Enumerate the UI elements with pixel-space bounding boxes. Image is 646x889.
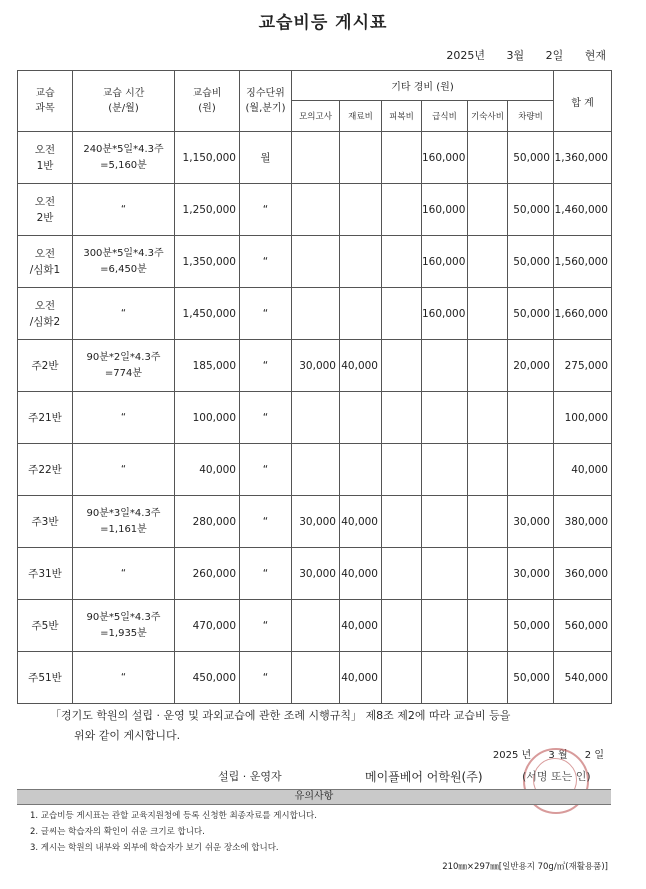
fee-table bbox=[17, 70, 612, 704]
time-cell: “ bbox=[73, 652, 175, 704]
mock-exam-cell: 30,000 bbox=[292, 548, 340, 600]
mock-exam-cell bbox=[292, 392, 340, 444]
time-cell: “ bbox=[73, 184, 175, 236]
course-cell: 오전 1반 bbox=[18, 132, 73, 184]
dorm-cell bbox=[468, 340, 508, 392]
mock-exam-cell bbox=[292, 184, 340, 236]
dorm-cell bbox=[468, 132, 508, 184]
material-cell: 40,000 bbox=[340, 600, 382, 652]
material-cell bbox=[340, 392, 382, 444]
total-cell: 100,000 bbox=[554, 392, 612, 444]
vehicle-cell: 50,000 bbox=[508, 652, 554, 704]
header-course: 교습 과목 bbox=[18, 71, 73, 132]
unit-cell: “ bbox=[240, 288, 292, 340]
vehicle-cell bbox=[508, 392, 554, 444]
header-dorm: 기숙사비 bbox=[468, 101, 508, 132]
unit-cell: “ bbox=[240, 392, 292, 444]
fee-cell: 260,000 bbox=[175, 548, 240, 600]
header-vehicle: 차량비 bbox=[508, 101, 554, 132]
date-day: 2일 bbox=[545, 49, 564, 62]
header-time: 교습 시간 (분/월) bbox=[73, 71, 175, 132]
course-cell: 오전 /심화1 bbox=[18, 236, 73, 288]
mock-exam-cell bbox=[292, 600, 340, 652]
mock-exam-cell: 30,000 bbox=[292, 496, 340, 548]
meal-cell bbox=[422, 600, 468, 652]
meal-cell: 160,000 bbox=[422, 184, 468, 236]
total-cell: 40,000 bbox=[554, 444, 612, 496]
paper-spec: 210㎜×297㎜[일반용지 70g/㎡(재활용품)] bbox=[442, 862, 608, 872]
table-row bbox=[18, 288, 612, 340]
mock-exam-cell bbox=[292, 132, 340, 184]
fee-cell: 450,000 bbox=[175, 652, 240, 704]
clothing-cell bbox=[382, 496, 422, 548]
header-meal: 급식비 bbox=[422, 101, 468, 132]
material-cell bbox=[340, 288, 382, 340]
dorm-cell bbox=[468, 600, 508, 652]
meal-cell: 160,000 bbox=[422, 236, 468, 288]
fee-cell: 40,000 bbox=[175, 444, 240, 496]
total-cell: 1,360,000 bbox=[554, 132, 612, 184]
vehicle-cell bbox=[508, 444, 554, 496]
meal-cell bbox=[422, 392, 468, 444]
unit-cell: “ bbox=[240, 444, 292, 496]
time-cell: 90분*5일*4.3주 =1,935분 bbox=[73, 600, 175, 652]
header-mock-exam: 모의고사 bbox=[292, 101, 340, 132]
total-cell: 360,000 bbox=[554, 548, 612, 600]
time-cell: 300분*5일*4.3주 =6,450분 bbox=[73, 236, 175, 288]
course-cell: 오전 2반 bbox=[18, 184, 73, 236]
total-cell: 1,460,000 bbox=[554, 184, 612, 236]
dorm-cell bbox=[468, 288, 508, 340]
table-row bbox=[18, 600, 612, 652]
material-cell: 40,000 bbox=[340, 652, 382, 704]
meal-cell bbox=[422, 340, 468, 392]
meal-cell: 160,000 bbox=[422, 132, 468, 184]
vehicle-cell: 30,000 bbox=[508, 496, 554, 548]
material-cell: 40,000 bbox=[340, 340, 382, 392]
time-cell: “ bbox=[73, 444, 175, 496]
sign-date-month: 3 월 bbox=[548, 750, 568, 761]
time-cell: 90분*2일*4.3주 =774분 bbox=[73, 340, 175, 392]
total-cell: 560,000 bbox=[554, 600, 612, 652]
fee-cell: 1,350,000 bbox=[175, 236, 240, 288]
course-cell: 주21반 bbox=[18, 392, 73, 444]
dorm-cell bbox=[468, 444, 508, 496]
dorm-cell bbox=[468, 652, 508, 704]
table-row bbox=[18, 392, 612, 444]
fee-cell: 470,000 bbox=[175, 600, 240, 652]
legal-line-2: 위와 같이 게시합니다. bbox=[74, 729, 181, 742]
unit-cell: “ bbox=[240, 496, 292, 548]
time-cell: “ bbox=[73, 392, 175, 444]
fee-cell: 1,150,000 bbox=[175, 132, 240, 184]
vehicle-cell: 50,000 bbox=[508, 236, 554, 288]
academy-name: 메이플베어 어학원(주) bbox=[365, 770, 483, 784]
vehicle-cell: 50,000 bbox=[508, 288, 554, 340]
total-cell: 275,000 bbox=[554, 340, 612, 392]
header-total: 합 계 bbox=[554, 71, 612, 132]
meal-cell: 160,000 bbox=[422, 288, 468, 340]
notes-list bbox=[30, 808, 317, 856]
total-cell: 1,660,000 bbox=[554, 288, 612, 340]
vehicle-cell: 30,000 bbox=[508, 548, 554, 600]
clothing-cell bbox=[382, 132, 422, 184]
table-row bbox=[18, 132, 612, 184]
mock-exam-cell bbox=[292, 236, 340, 288]
date-suffix: 현재 bbox=[584, 49, 606, 62]
material-cell: 40,000 bbox=[340, 496, 382, 548]
header-material: 재료비 bbox=[340, 101, 382, 132]
unit-cell: 월 bbox=[240, 132, 292, 184]
fee-cell: 1,450,000 bbox=[175, 288, 240, 340]
meal-cell bbox=[422, 444, 468, 496]
legal-line-1: 「경기도 학원의 설립 · 운영 및 과외교습에 관한 조례 시행규칙」 제8조 제2에 따라 교습비 등을 bbox=[50, 709, 511, 722]
vehicle-cell: 50,000 bbox=[508, 600, 554, 652]
table-row bbox=[18, 548, 612, 600]
clothing-cell bbox=[382, 184, 422, 236]
clothing-cell bbox=[382, 340, 422, 392]
mock-exam-cell bbox=[292, 288, 340, 340]
unit-cell: “ bbox=[240, 184, 292, 236]
material-cell: 40,000 bbox=[340, 548, 382, 600]
clothing-cell bbox=[382, 652, 422, 704]
clothing-cell bbox=[382, 288, 422, 340]
page-title: 교습비등 게시표 bbox=[258, 13, 388, 33]
posting-date bbox=[428, 47, 606, 63]
time-cell: “ bbox=[73, 288, 175, 340]
time-cell: 240분*5일*4.3주 =5,160분 bbox=[73, 132, 175, 184]
fee-cell: 280,000 bbox=[175, 496, 240, 548]
unit-cell: “ bbox=[240, 652, 292, 704]
table-row bbox=[18, 444, 612, 496]
meal-cell bbox=[422, 652, 468, 704]
material-cell bbox=[340, 236, 382, 288]
date-month: 3월 bbox=[506, 49, 525, 62]
fee-cell: 185,000 bbox=[175, 340, 240, 392]
table-row bbox=[18, 496, 612, 548]
dorm-cell bbox=[468, 184, 508, 236]
legal-statement bbox=[50, 706, 620, 746]
course-cell: 주22반 bbox=[18, 444, 73, 496]
course-cell: 주31반 bbox=[18, 548, 73, 600]
header-unit: 징수단위 (월,분기) bbox=[240, 71, 292, 132]
meal-cell bbox=[422, 496, 468, 548]
dorm-cell bbox=[468, 392, 508, 444]
table-row bbox=[18, 184, 612, 236]
note-item: 3. 게시는 학원의 내부와 외부에 학습자가 보기 쉬운 장소에 합니다. bbox=[30, 843, 279, 853]
dorm-cell bbox=[468, 236, 508, 288]
note-item: 2. 글씨는 학습자의 확인이 쉬운 크기로 합니다. bbox=[30, 827, 205, 837]
mock-exam-cell bbox=[292, 444, 340, 496]
fee-cell: 100,000 bbox=[175, 392, 240, 444]
total-cell: 380,000 bbox=[554, 496, 612, 548]
time-cell: 90분*3일*4.3주 =1,161분 bbox=[73, 496, 175, 548]
unit-cell: “ bbox=[240, 340, 292, 392]
vehicle-cell: 50,000 bbox=[508, 132, 554, 184]
meal-cell bbox=[422, 548, 468, 600]
vehicle-cell: 20,000 bbox=[508, 340, 554, 392]
clothing-cell bbox=[382, 392, 422, 444]
signature-note: (서명 또는 인) bbox=[522, 770, 591, 783]
dorm-cell bbox=[468, 496, 508, 548]
unit-cell: “ bbox=[240, 600, 292, 652]
clothing-cell bbox=[382, 600, 422, 652]
header-clothing: 피복비 bbox=[382, 101, 422, 132]
total-cell: 540,000 bbox=[554, 652, 612, 704]
total-cell: 1,560,000 bbox=[554, 236, 612, 288]
table-row bbox=[18, 340, 612, 392]
fee-cell: 1,250,000 bbox=[175, 184, 240, 236]
dorm-cell bbox=[468, 548, 508, 600]
table-row bbox=[18, 652, 612, 704]
course-cell: 주2반 bbox=[18, 340, 73, 392]
clothing-cell bbox=[382, 236, 422, 288]
date-year: 2025년 bbox=[446, 49, 485, 62]
material-cell bbox=[340, 184, 382, 236]
course-cell: 주51반 bbox=[18, 652, 73, 704]
sign-date-day: 2 일 bbox=[584, 750, 604, 761]
sign-date-year: 2025 년 bbox=[492, 750, 532, 761]
mock-exam-cell bbox=[292, 652, 340, 704]
founder-label: 설립 · 운영자 bbox=[218, 770, 282, 783]
unit-cell: “ bbox=[240, 548, 292, 600]
course-cell: 주5반 bbox=[18, 600, 73, 652]
course-cell: 오전 /심화2 bbox=[18, 288, 73, 340]
material-cell bbox=[340, 444, 382, 496]
clothing-cell bbox=[382, 444, 422, 496]
header-fee: 교습비 (원) bbox=[175, 71, 240, 132]
note-item: 1. 교습비등 게시표는 관할 교육지원청에 등록 신청한 최종자료를 게시합니다. bbox=[30, 811, 317, 821]
table-row bbox=[18, 236, 612, 288]
course-cell: 주3반 bbox=[18, 496, 73, 548]
clothing-cell bbox=[382, 548, 422, 600]
material-cell bbox=[340, 132, 382, 184]
header-other-expenses: 기타 경비 (원) bbox=[292, 71, 554, 101]
notice-title: 유의사항 bbox=[17, 789, 611, 805]
mock-exam-cell: 30,000 bbox=[292, 340, 340, 392]
time-cell: “ bbox=[73, 548, 175, 600]
vehicle-cell: 50,000 bbox=[508, 184, 554, 236]
unit-cell: “ bbox=[240, 236, 292, 288]
